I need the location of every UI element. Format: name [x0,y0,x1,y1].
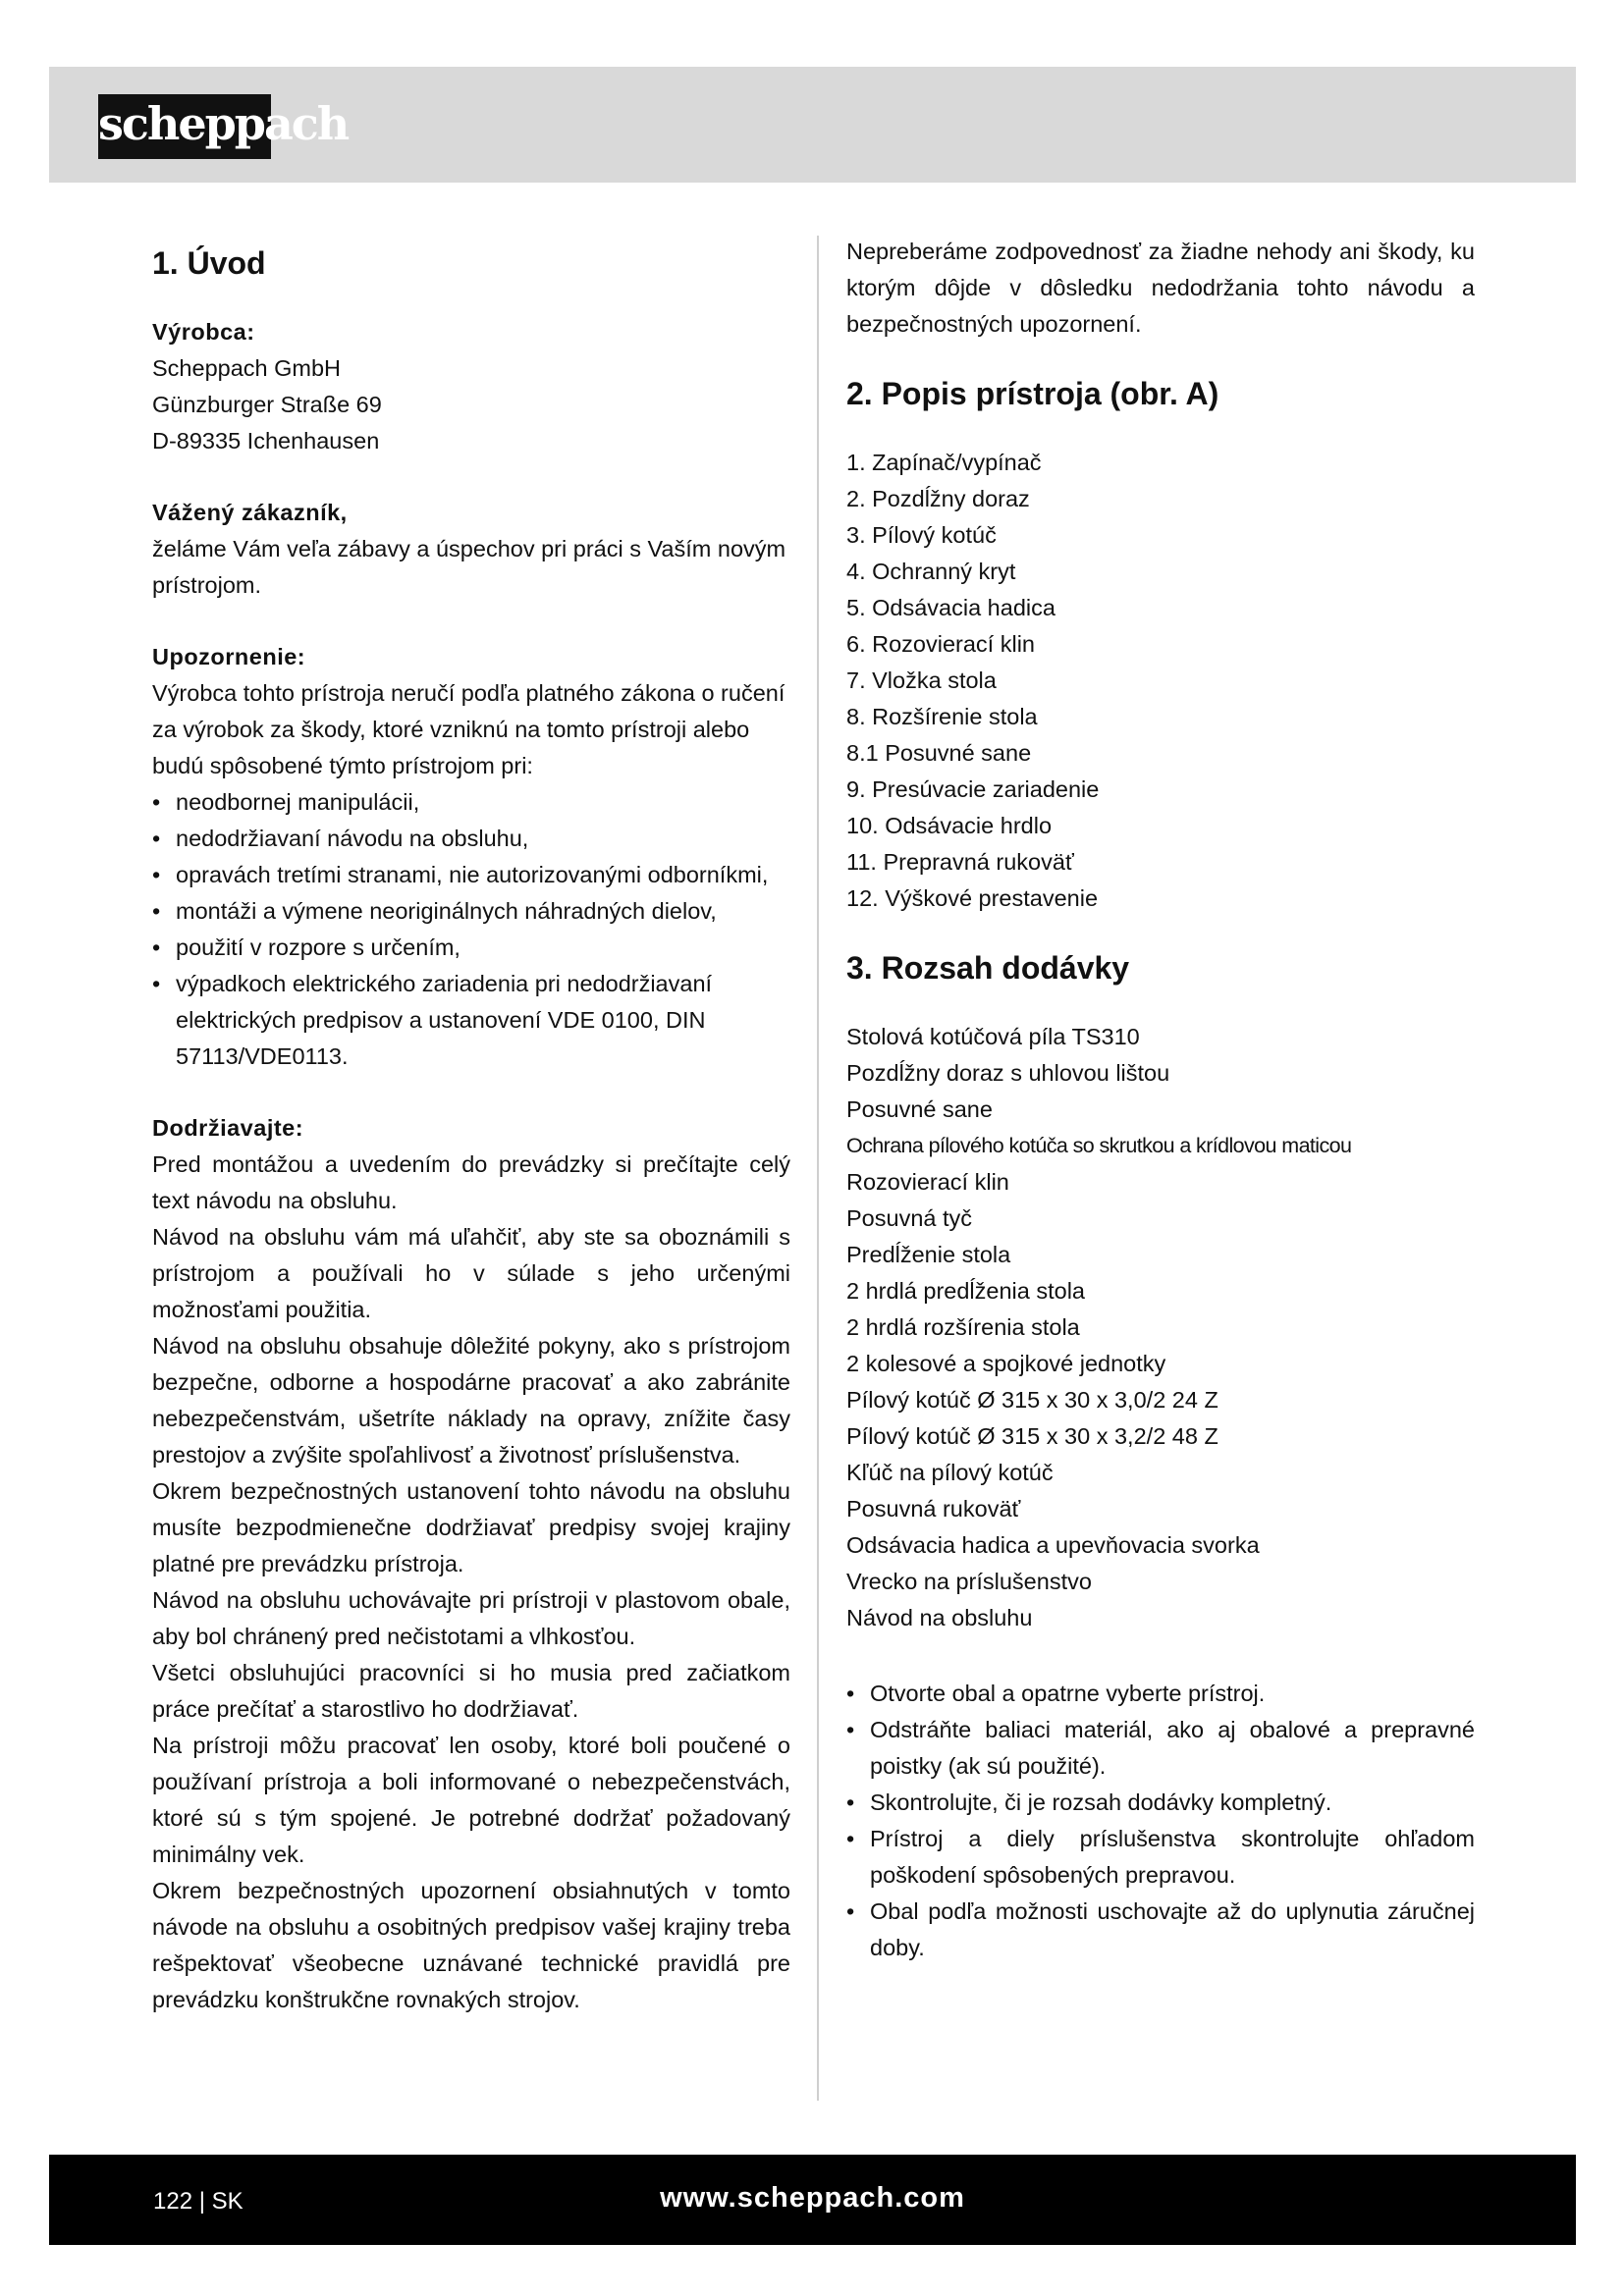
list-item: 2 kolesové a spojkové jednotky [846,1351,1166,1376]
list-item: 6. Rozovierací klin [846,631,1035,657]
website-url: www.scheppach.com [660,2182,965,2214]
observe-paragraph: Okrem bezpečnostných ustanovení tohto návodu na obsluhu musíte bezpodmienečne dodržiavať predpisy svojej krajiny platné pre prevádzku prístroja. [152,1478,790,1576]
list-item: • nedodržiavaní návodu na obsluhu, [152,821,790,857]
list-item: 3. Pílový kotúč [846,522,997,548]
list-item: Posuvná tyč [846,1205,973,1231]
list-item: • Skontrolujte, či je rozsah dodávky kompletný. [846,1785,1475,1821]
notice-label: Upozornenie: [152,644,306,669]
delivery-list [846,1019,1475,1636]
list-item: 7. Vložka stola [846,667,997,693]
unpacking-steps [846,1676,1475,1966]
list-item: 2 hrdlá rozšírenia stola [846,1314,1080,1340]
list-item: 2. Pozdĺžny doraz [846,486,1030,511]
list-item: Predĺženie stola [846,1242,1011,1267]
list-item: • Obal podľa možnosti uschovajte až do uplynutia záručnej doby. [846,1894,1475,1966]
list-item: Posuvné sane [846,1096,993,1122]
column-divider [817,236,819,2101]
list-item: • Otvorte obal a opatrne vyberte prístroj. [846,1676,1475,1712]
list-item: • Odstráňte baliaci materiál, ako aj obalové a prepravné poistky (ak sú použité). [846,1712,1475,1785]
list-item: 8. Rozšírenie stola [846,704,1038,729]
list-item: • výpadkoch elektrického zariadenia pri nedodržiavaní elektrických predpisov a ustanovení VDE 0100, DIN 57113/VDE0113. [152,966,790,1075]
manufacturer-line: Scheppach GmbH [152,355,342,381]
page-number: 122 | SK [153,2188,244,2215]
customer-label: Vážený zákazník, [152,500,348,525]
observe-paragraph: Na prístroji môžu pracovať len osoby, ktoré boli poučené o používaní prístroja a boli informované o nebezpečenstvách, ktoré sú s tým spojené. Je potrebné dodržať požadovaný minimálny vek. [152,1733,790,1867]
list-item: 8.1 Posuvné sane [846,740,1032,766]
list-item: Posuvná rukoväť [846,1496,1021,1522]
liability-text: Nepreberáme zodpovednosť za žiadne nehody ani škody, ku ktorým dôjde v dôsledku nedodržania tohto návodu a bezpečnostných upozornení. [846,239,1475,337]
list-item: Pílový kotúč Ø 315 x 30 x 3,0/2 24 Z [846,1387,1218,1413]
list-item: • montáži a výmene neoriginálnych náhradných dielov, [152,893,790,930]
page-footer [49,2155,1576,2245]
list-item: 12. Výškové prestavenie [846,885,1099,911]
left-column [152,234,790,2018]
observe-paragraph: Návod na obsluhu obsahuje dôležité pokyny, ako s prístrojom bezpečne, odborne a hospodárne pracovať a ako zabránite nebezpečenstvám, ušetríte náklady na opravy, znížite časy prestojov a zvýšite spoľahlivosť a životnosť príslušenstva. [152,1333,790,1468]
list-item: 1. Zapínač/vypínač [846,450,1042,475]
list-item: Rozovierací klin [846,1169,1009,1195]
list-item: Ochrana pílového kotúča so skrutkou a krídlovou maticou [846,1134,1352,1157]
list-item: Pozdĺžny doraz s uhlovou lištou [846,1060,1170,1086]
list-item: Stolová kotúčová píla TS310 [846,1024,1140,1049]
right-column [846,234,1475,1966]
list-item: 4. Ochranný kryt [846,559,1016,584]
list-item: 9. Presúvacie zariadenie [846,776,1100,802]
list-item: 5. Odsávacia hadica [846,595,1056,620]
section-heading-description: 2. Popis prístroja (obr. A) [846,376,1219,411]
customer-text: želáme Vám veľa zábavy a úspechov pri práci s Vaším novým prístrojom. [152,536,786,598]
section-heading-intro: 1. Úvod [152,245,266,281]
observe-paragraph: Okrem bezpečnostných upozornení obsiahnutých v tomto návode na obsluhu a osobitných predpisov vašej krajiny treba rešpektovať všeobecne uznávané technické pravidlá pre prevádzku konštrukčne rovnakých strojov. [152,1878,790,2012]
list-item: Pílový kotúč Ø 315 x 30 x 3,2/2 48 Z [846,1423,1218,1449]
observe-label: Dodržiavajte: [152,1115,304,1141]
list-item: Odsávacia hadica a upevňovacia svorka [846,1532,1260,1558]
section-heading-delivery: 3. Rozsah dodávky [846,950,1130,986]
list-item: 10. Odsávacie hrdlo [846,813,1053,838]
observe-paragraph: Návod na obsluhu uchovávajte pri prístroji v plastovom obale, aby bol chránený pred nečistotami a vlhkosťou. [152,1587,790,1649]
notice-text: Výrobca tohto prístroja neručí podľa platného zákona o ručení za výrobok za škody, ktoré vzniknú na tomto prístroji alebo budú spôsobené týmto prístrojom pri: [152,680,785,778]
observe-paragraph: Všetci obsluhujúci pracovníci si ho musia pred začiatkom práce prečítať a starostlivo ho dodržiavať. [152,1660,790,1722]
list-item: Vrecko na príslušenstvo [846,1569,1092,1594]
list-item: • Prístroj a diely príslušenstva skontrolujte ohľadom poškodení spôsobených prepravou. [846,1821,1475,1894]
list-item: 2 hrdlá predĺženia stola [846,1278,1085,1304]
manufacturer-line: D-89335 Ichenhausen [152,428,380,454]
manufacturer-line: Günzburger Straße 69 [152,392,382,417]
list-item: Návod na obsluhu [846,1605,1033,1630]
observe-paragraph: Pred montážou a uvedením do prevádzky si prečítajte celý text návodu na obsluhu. [152,1151,790,1213]
list-item: • opravách tretími stranami, nie autorizovanými odborníkmi, [152,857,790,893]
list-item: Kľúč na pílový kotúč [846,1460,1054,1485]
list-item: • neodbornej manipulácii, [152,784,790,821]
notice-list [152,784,790,1075]
manufacturer-label: Výrobca: [152,319,255,345]
parts-list [846,445,1475,917]
list-item: • použití v rozpore s určením, [152,930,790,966]
page-header [49,67,1576,183]
observe-paragraph: Návod na obsluhu vám má uľahčiť, aby ste sa oboznámili s prístrojom a používali ho v súlade s jeho určenými možnosťami použitia. [152,1224,790,1322]
scheppach-logo: scheppach [98,94,271,159]
list-item: 11. Prepravná rukoväť [846,849,1074,875]
